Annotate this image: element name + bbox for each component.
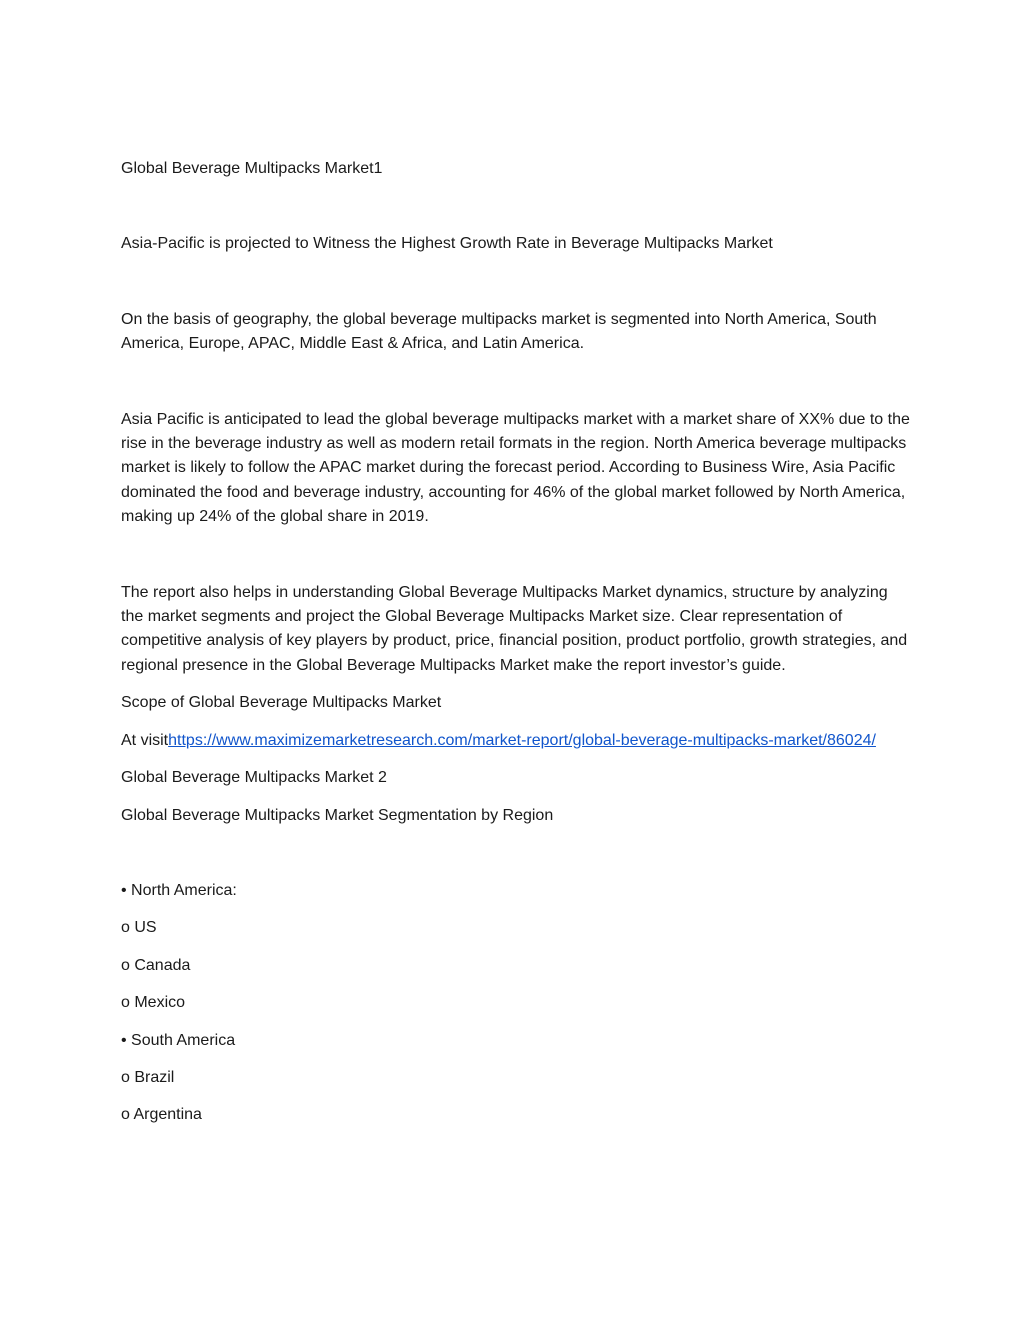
- region-item-canada: o Canada: [121, 956, 191, 974]
- document-title: Global Beverage Multipacks Market1: [121, 160, 383, 177]
- document-body: [121, 157, 911, 1128]
- region-item-argentina: o Argentina: [121, 1106, 202, 1124]
- region-item-north-america: • North America:: [121, 881, 237, 899]
- growth-heading: Asia-Pacific is projected to Witness the Highest Growth Rate in Beverage Multipacks Market: [121, 235, 773, 253]
- visit-prefix: At visit: [121, 731, 169, 749]
- geography-paragraph: On the basis of geography, the global beverage multipacks market is segmented into North America, South America, Europe, APAC, Middle East & Africa, and Latin America.: [121, 310, 877, 353]
- report-paragraph: The report also helps in understanding Global Beverage Multipacks Market dynamics, structure by analyzing the market segments and project the Global Beverage Multipacks Market size. Clear representation of competitive analysis of key players by product, price, financial position, product portfolio, growth strategies, and regional presence in the Global Beverage Multipacks Market make the report investor’s guide.: [121, 583, 908, 674]
- document-title-2: Global Beverage Multipacks Market 2: [121, 769, 387, 787]
- visit-line: [121, 729, 911, 753]
- region-item-brazil: o Brazil: [121, 1068, 175, 1086]
- segmentation-heading: Global Beverage Multipacks Market Segmentation by Region: [121, 806, 554, 824]
- region-item-south-america: • South America: [121, 1031, 236, 1049]
- region-item-us: o US: [121, 919, 157, 937]
- asia-pacific-paragraph: Asia Pacific is anticipated to lead the global beverage multipacks market with a market share of XX% due to the rise in the beverage industry as well as modern retail formats in the region. North America beverage multipacks market is likely to follow the APAC market during the forecast period. According to Business Wire, Asia Pacific dominated the food and beverage industry, accounting for 46% of the global market followed by North America, making up 24% of the global share in 2019.: [121, 410, 910, 526]
- report-link[interactable]: https://www.maximizemarketresearch.com/market-report/global-beverage-multipacks-market/86024/: [168, 731, 876, 749]
- scope-heading: Scope of Global Beverage Multipacks Market: [121, 694, 442, 712]
- region-item-mexico: o Mexico: [121, 994, 186, 1012]
